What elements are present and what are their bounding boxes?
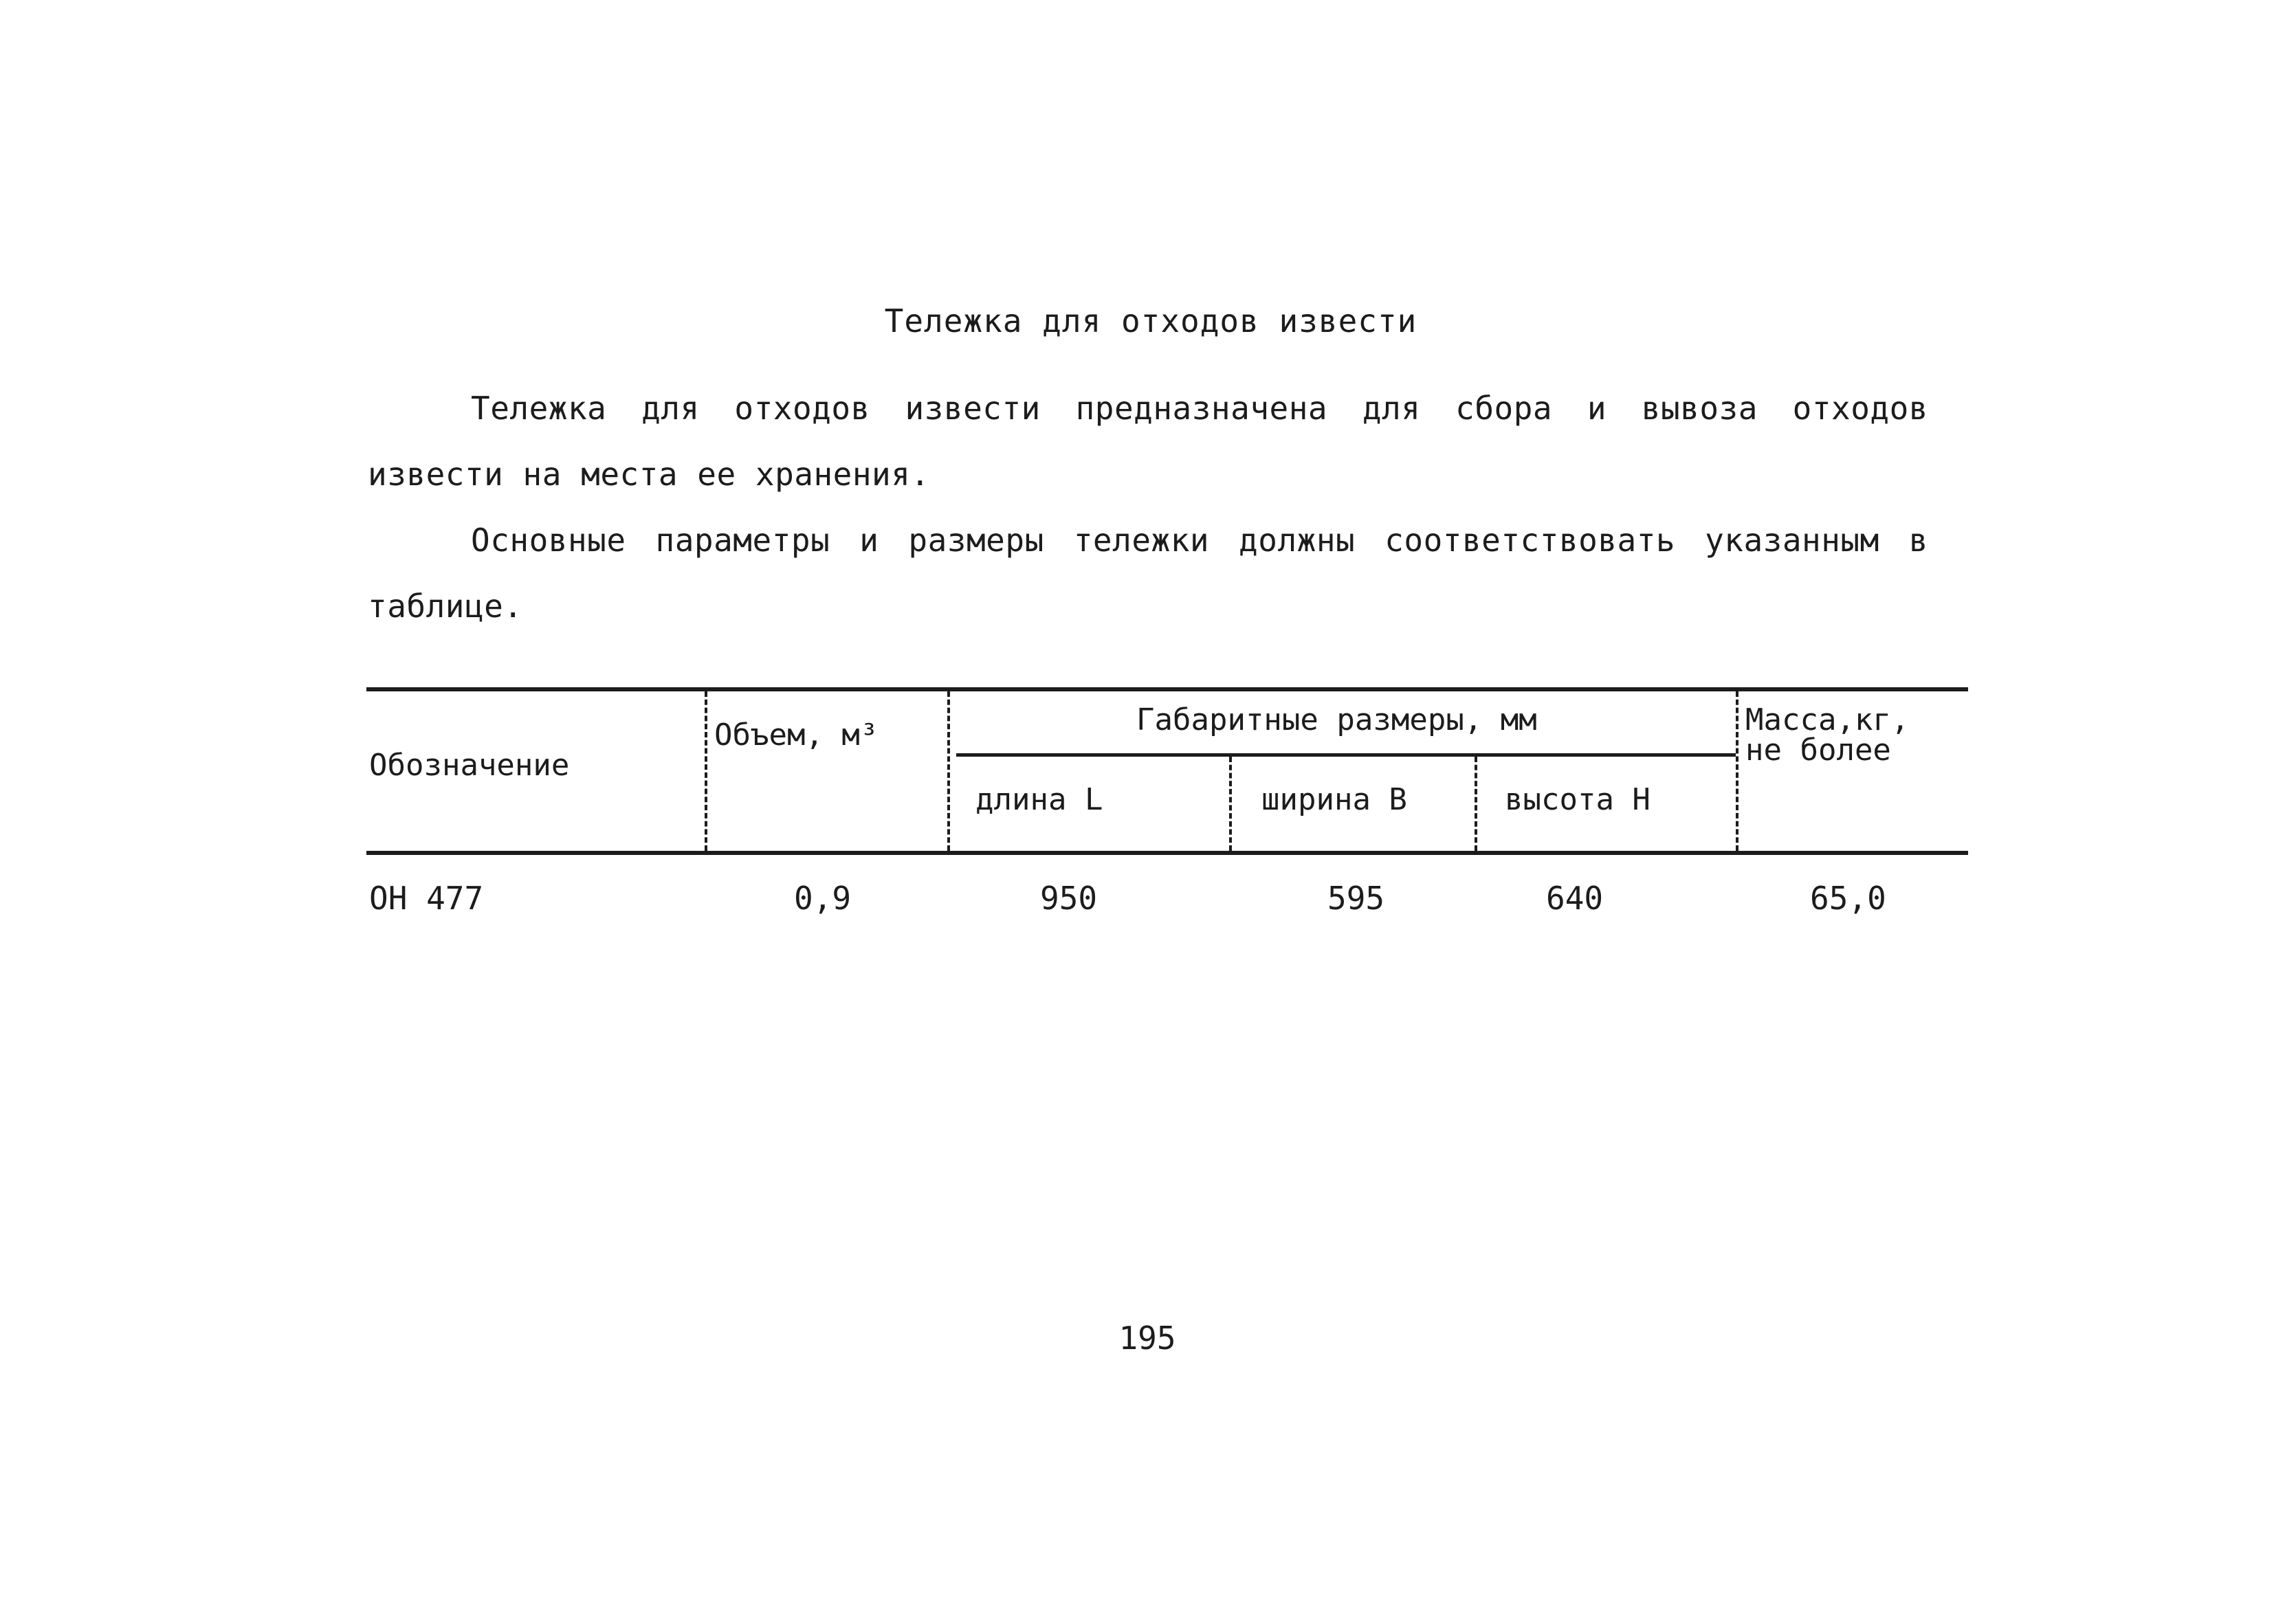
table-header-bottom-rule	[366, 851, 1968, 855]
column-separator	[705, 691, 707, 851]
table-dimensions-subrule	[956, 753, 1736, 757]
header-length: длина L	[975, 782, 1103, 817]
header-mass-line1: Масса,кг,	[1745, 702, 1910, 737]
column-separator	[1736, 691, 1738, 851]
column-separator	[1475, 757, 1477, 851]
table-top-rule	[366, 687, 1968, 691]
column-separator	[947, 691, 950, 851]
header-designation: Обозначение	[369, 748, 570, 783]
header-volume: Объем, м³	[714, 718, 879, 753]
cell-volume: 0,9	[794, 880, 852, 917]
page-number: 195	[1118, 1320, 1176, 1357]
cell-length: 950	[1040, 880, 1098, 917]
header-height: высота H	[1505, 782, 1651, 817]
header-dimensions-group: Габаритные размеры, мм	[1136, 702, 1537, 737]
paragraph-purpose: Тележка для отходов извести предназначена для сбора и вывоза отходов извести на места ее хранения.	[368, 390, 1928, 493]
header-mass-line2: не более	[1745, 733, 1891, 768]
paragraph-parameters: Основные параметры и размеры тележки должны соответствовать указанным в таблице.	[368, 522, 1928, 625]
column-separator	[1229, 757, 1232, 851]
cell-designation: ОН 477	[369, 880, 484, 917]
header-width: ширина B	[1261, 782, 1407, 817]
cell-height: 640	[1546, 880, 1604, 917]
cell-mass: 65,0	[1810, 880, 1886, 917]
cell-width: 595	[1327, 880, 1385, 917]
document-title: Тележка для отходов извести	[884, 302, 1417, 340]
